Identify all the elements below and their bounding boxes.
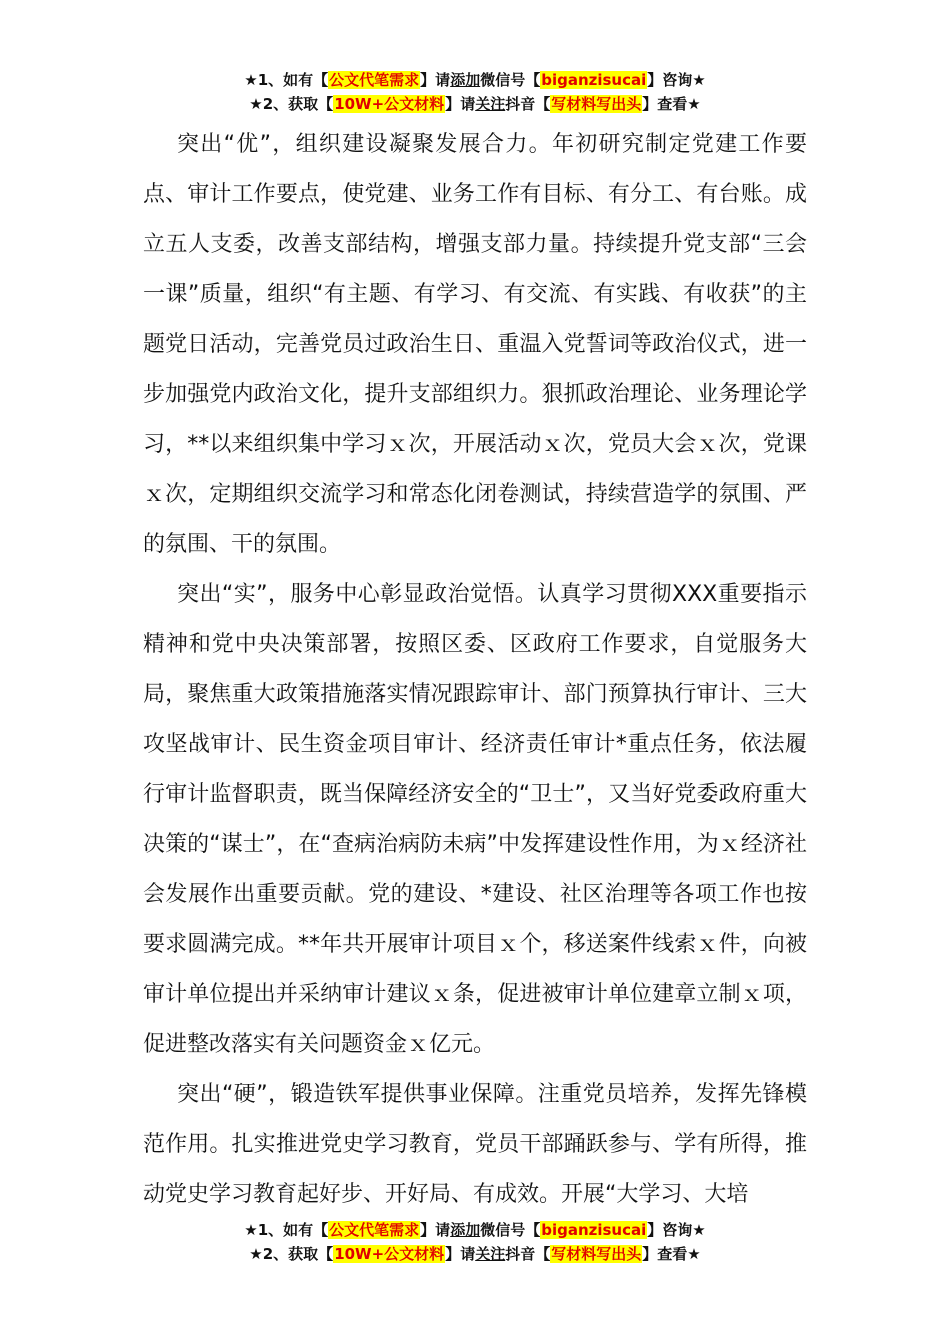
banner-text: 】请 xyxy=(445,95,476,113)
banner-text: ★2、获取【 xyxy=(249,1245,334,1263)
banner-highlight: 公文代笔需求 xyxy=(329,1221,420,1239)
banner-text: 抖音【 xyxy=(505,1245,551,1263)
paragraph-organization: 突出“优”，组织建设凝聚发展合力。年初研究制定党建工作要点、审计工作要点，使党建、业务工作有目标、有分工、有台账。成立五人支委，改善支部结构，增强支部力量。持续提升党支部“三会一课”质量，组织“有主题、有学习、有交流、有实践、有收获”的主题党日活动，完善党员过政治生日、重温入党誓词等政治仪式，进一步加强党内政治文化，提升支部组织力。狠抓政治理论、业务理论学习，**以来组织集中学习ｘ次，开展活动ｘ次，党员大会ｘ次，党课ｘ次，定期组织交流学习和常态化闭卷测试，持续营造学的氛围、严的氛围、干的氛围。 xyxy=(143,132,807,557)
banner-text: 】查看★ xyxy=(642,1245,701,1263)
banner-highlight: biganzisucai xyxy=(541,71,647,89)
banner-highlight: 10W+公文材料 xyxy=(334,95,445,113)
header-banner-line-1 xyxy=(0,68,950,92)
paragraph-team: 突出“硬”，锻造铁军提供事业保障。注重党员培养，发挥先锋模范作用。扎实推进党史学习教育，党员干部踊跃参与、学有所得，推动党史学习教育起好步、开好局、有成效。开展“大学习、大培 xyxy=(143,1082,807,1207)
document-body xyxy=(143,120,807,1220)
banner-text: 】查看★ xyxy=(642,95,701,113)
banner-text: 】咨询★ xyxy=(647,71,706,89)
banner-underlined-text: 关注 xyxy=(475,95,506,113)
banner-highlight: 写材料写出头 xyxy=(551,95,642,113)
banner-underlined-text: 添加 xyxy=(450,1221,481,1239)
banner-text: 】请 xyxy=(445,1245,476,1263)
banner-highlight: 写材料写出头 xyxy=(551,1245,642,1263)
banner-highlight: biganzisucai xyxy=(541,1221,647,1239)
banner-underlined-text: 关注 xyxy=(475,1245,506,1263)
banner-text: 】请 xyxy=(420,1221,451,1239)
banner-text: 微信号【 xyxy=(480,71,541,89)
footer-banner xyxy=(0,1218,950,1266)
paragraph-service: 突出“实”，服务中心彰显政治觉悟。认真学习贯彻XXX重要指示精神和党中央决策部署，按照区委、区政府工作要求，自觉服务大局，聚焦重大政策措施落实情况跟踪审计、部门预算执行审计、三大攻坚战审计、民生资金项目审计、经济责任审计*重点任务，依法履行审计监督职责，既当保障经济安全的“卫士”，又当好党委政府重大决策的“谋士”，在“查病治病防未病”中发挥建设性作用，为ｘ经济社会发展作出重要贡献。党的建设、*建设、社区治理等各项工作也按要求圆满完成。**年共开展审计项目ｘ个，移送案件线索ｘ件，向被审计单位提出并采纳审计建议ｘ条，促进被审计单位建章立制ｘ项，促进整改落实有关问题资金ｘ亿元。 xyxy=(143,582,807,1057)
banner-text: ★2、获取【 xyxy=(249,95,334,113)
banner-text: 】咨询★ xyxy=(647,1221,706,1239)
banner-text: 微信号【 xyxy=(480,1221,541,1239)
footer-banner-line-1 xyxy=(0,1218,950,1242)
banner-text: 】请 xyxy=(420,71,451,89)
banner-highlight: 公文代笔需求 xyxy=(329,71,420,89)
banner-underlined-text: 添加 xyxy=(450,71,481,89)
banner-text: ★1、如有【 xyxy=(244,71,329,89)
banner-text: ★1、如有【 xyxy=(244,1221,329,1239)
banner-text: 抖音【 xyxy=(505,95,551,113)
header-banner xyxy=(0,68,950,116)
banner-highlight: 10W+公文材料 xyxy=(334,1245,445,1263)
footer-banner-line-2 xyxy=(0,1242,950,1266)
header-banner-line-2 xyxy=(0,92,950,116)
